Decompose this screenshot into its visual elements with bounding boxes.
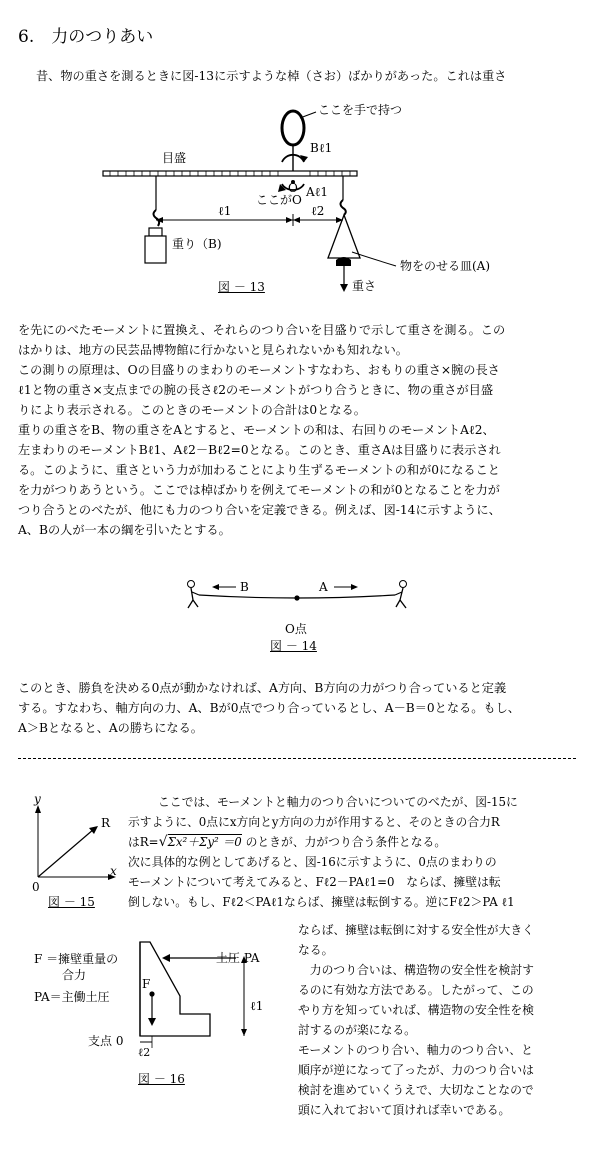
formula-suffix: のときが、力がつり合う条件となる。 bbox=[245, 835, 447, 849]
figure-13-caption: 図 － 13 bbox=[218, 280, 265, 294]
text-line: モーメントについて考えてみると、Fℓ2－PAℓ1=0 ならば、擁壁は転 bbox=[128, 875, 501, 889]
paragraph-2 bbox=[18, 678, 576, 738]
pivot-label: ここがO bbox=[256, 193, 302, 207]
text-line: ならば、擁壁は転倒に対する安全性が大きく bbox=[298, 923, 534, 937]
figure-13 bbox=[0, 100, 595, 300]
text-line: 次に具体的な例としてあげると、図-16に示すように、0点のまわりの bbox=[128, 855, 497, 869]
text-line: する。すなわち、軸方向の力、A、Bが0点でつり合っているとし、A－B＝0となる。もし、 bbox=[18, 701, 520, 715]
text-line: A＞Bとなると、Aの勝ちになる。 bbox=[18, 721, 203, 735]
text-line: はかりは、地方の民芸品博物館に行かないと見られないかも知れない。 bbox=[18, 343, 408, 357]
a-direction-label: A bbox=[319, 580, 328, 594]
text-line: A、Bの人が一本の綱を引いたとする。 bbox=[18, 523, 231, 537]
paragraph-1 bbox=[18, 320, 576, 540]
x-axis-label: x bbox=[110, 864, 117, 878]
f-label: F bbox=[142, 977, 151, 991]
l1-label: ℓ1 bbox=[218, 204, 232, 218]
text-line: を力がつりあうという。ここでは棹ばかりを例えてモーメントの和が0となることを力が bbox=[18, 483, 500, 497]
formula-line: はR=√Σx²＋Σy² ＝0 のときが、力がつり合う条件となる。 bbox=[128, 834, 447, 850]
figure-14-caption: 図 － 14 bbox=[270, 639, 317, 653]
resultant-vector bbox=[38, 829, 94, 877]
figure-15 bbox=[28, 792, 128, 895]
l2-label: ℓ2 bbox=[311, 204, 325, 218]
text-line: つり合うとのべたが、他にも力のつり合いを定義できる。例えば、図-14に示すように、 bbox=[18, 503, 501, 517]
text-line: モーメントのつり合い、軸力のつり合い、と bbox=[298, 1043, 533, 1057]
figure-16-caption: 図 － 16 bbox=[138, 1072, 185, 1086]
section-heading: 6. 力のつりあい bbox=[18, 27, 154, 47]
text-line: ℓ1と物の重さ×支点までの腕の長さℓ2のモーメントがつり合うときに、物の重さが目盛 bbox=[18, 383, 494, 397]
paragraph-4 bbox=[298, 920, 576, 1120]
text-line: る。このように、重さという力が加わることにより生ずるモーメントの和が0になること bbox=[18, 463, 500, 477]
formula-prefix: はR= bbox=[128, 835, 159, 849]
plate-label: 物をのせる皿(A) bbox=[400, 259, 491, 273]
text-line: やり方を知っていれば、構造物の安全性を検 bbox=[298, 1003, 534, 1017]
origin-label: 0 bbox=[32, 880, 40, 894]
weight-label: 重り（B) bbox=[172, 237, 222, 251]
hold-label: ここを手で持つ bbox=[318, 103, 403, 117]
plate-a bbox=[328, 215, 360, 258]
section-divider bbox=[18, 758, 576, 759]
text-line: ここでは、モーメントと軸力のつり合いについてのべたが、図-15に bbox=[158, 795, 518, 809]
text-line: 倒しない。もし、Fℓ2＜PAℓ1ならば、擁壁は転倒する。逆にFℓ2＞PA ℓ1 bbox=[128, 895, 515, 909]
text-line: 力のつり合いは、構造物の安全性を検討す bbox=[298, 963, 534, 977]
text-line: 示すように、0点にx方向とy方向の力が作用すると、そのときの合力R bbox=[128, 815, 500, 829]
figure-16 bbox=[126, 936, 286, 1066]
l1-label: ℓ1 bbox=[250, 999, 264, 1013]
hand-loop bbox=[282, 111, 304, 145]
f-definition: F ＝擁壁重量の bbox=[34, 952, 119, 966]
paragraph-3a bbox=[128, 792, 576, 912]
weight-b bbox=[149, 228, 162, 236]
formula-expr: Σx²＋Σy² ＝0 bbox=[167, 835, 242, 849]
text-line: るのに有効な方法である。したがって、この bbox=[298, 983, 534, 997]
figure-15-caption: 図 － 15 bbox=[48, 895, 95, 909]
intro-line: 昔、物の重さを測るときに図-13に示すような棹（さお）ばかりがあった。これは重さ bbox=[36, 69, 507, 83]
f-definition-2: 合力 bbox=[62, 968, 87, 982]
text-line: なる。 bbox=[298, 943, 334, 957]
figure-14 bbox=[0, 575, 595, 635]
a-moment-label: Aℓ1 bbox=[306, 185, 329, 199]
resultant-label: R bbox=[101, 816, 111, 830]
text-line: この測りの原理は、Oの目盛りのまわりのモーメントすなわち、おもりの重さ×腕の長さ bbox=[18, 363, 500, 377]
l2-label: ℓ2 bbox=[138, 1046, 151, 1059]
text-line: このとき、勝負を決める0点が動かなければ、A方向、B方向の力がつり合っていると定義 bbox=[18, 681, 507, 695]
text-line: 左まわりのモーメントBℓ1、Aℓ2－Bℓ2=0となる。このとき、重さAは目盛りに表示され bbox=[18, 443, 501, 457]
text-line: 頭に入れておいて頂ければ幸いである。 bbox=[298, 1103, 511, 1117]
text-line: りにより表示される。このときのモーメントの合計は0となる。 bbox=[18, 403, 366, 417]
point-o bbox=[294, 595, 299, 600]
text-line: 討するのが楽になる。 bbox=[298, 1023, 416, 1037]
text-line: を先にのべたモーメントに置換え、それらのつり合いを目盛りで示して重さを測る。この bbox=[18, 323, 506, 337]
pivot-o-label: O bbox=[288, 181, 298, 195]
pivot-label: 支点 0 bbox=[88, 1034, 124, 1048]
y-axis-label: y bbox=[34, 792, 41, 806]
text-line: 検討を進めていくうえで、大切なことなので bbox=[298, 1083, 534, 1097]
pa-definition: PA＝主働土圧 bbox=[34, 990, 110, 1004]
gravity-label: 重さ bbox=[352, 279, 377, 293]
b-moment-label: Bℓ1 bbox=[310, 141, 333, 155]
text-line: 順序が逆になって了ったが、力のつり合いは bbox=[298, 1063, 534, 1077]
text-line: 重りの重さをB、物の重さをAとすると、モーメントの和は、右回りのモーメントAℓ2、 bbox=[18, 423, 495, 437]
point-o-label: O点 bbox=[285, 622, 307, 636]
b-direction-label: B bbox=[240, 580, 249, 594]
scale-label: 目盛 bbox=[162, 151, 187, 165]
earth-pressure-label: 土圧 PA bbox=[216, 951, 260, 965]
